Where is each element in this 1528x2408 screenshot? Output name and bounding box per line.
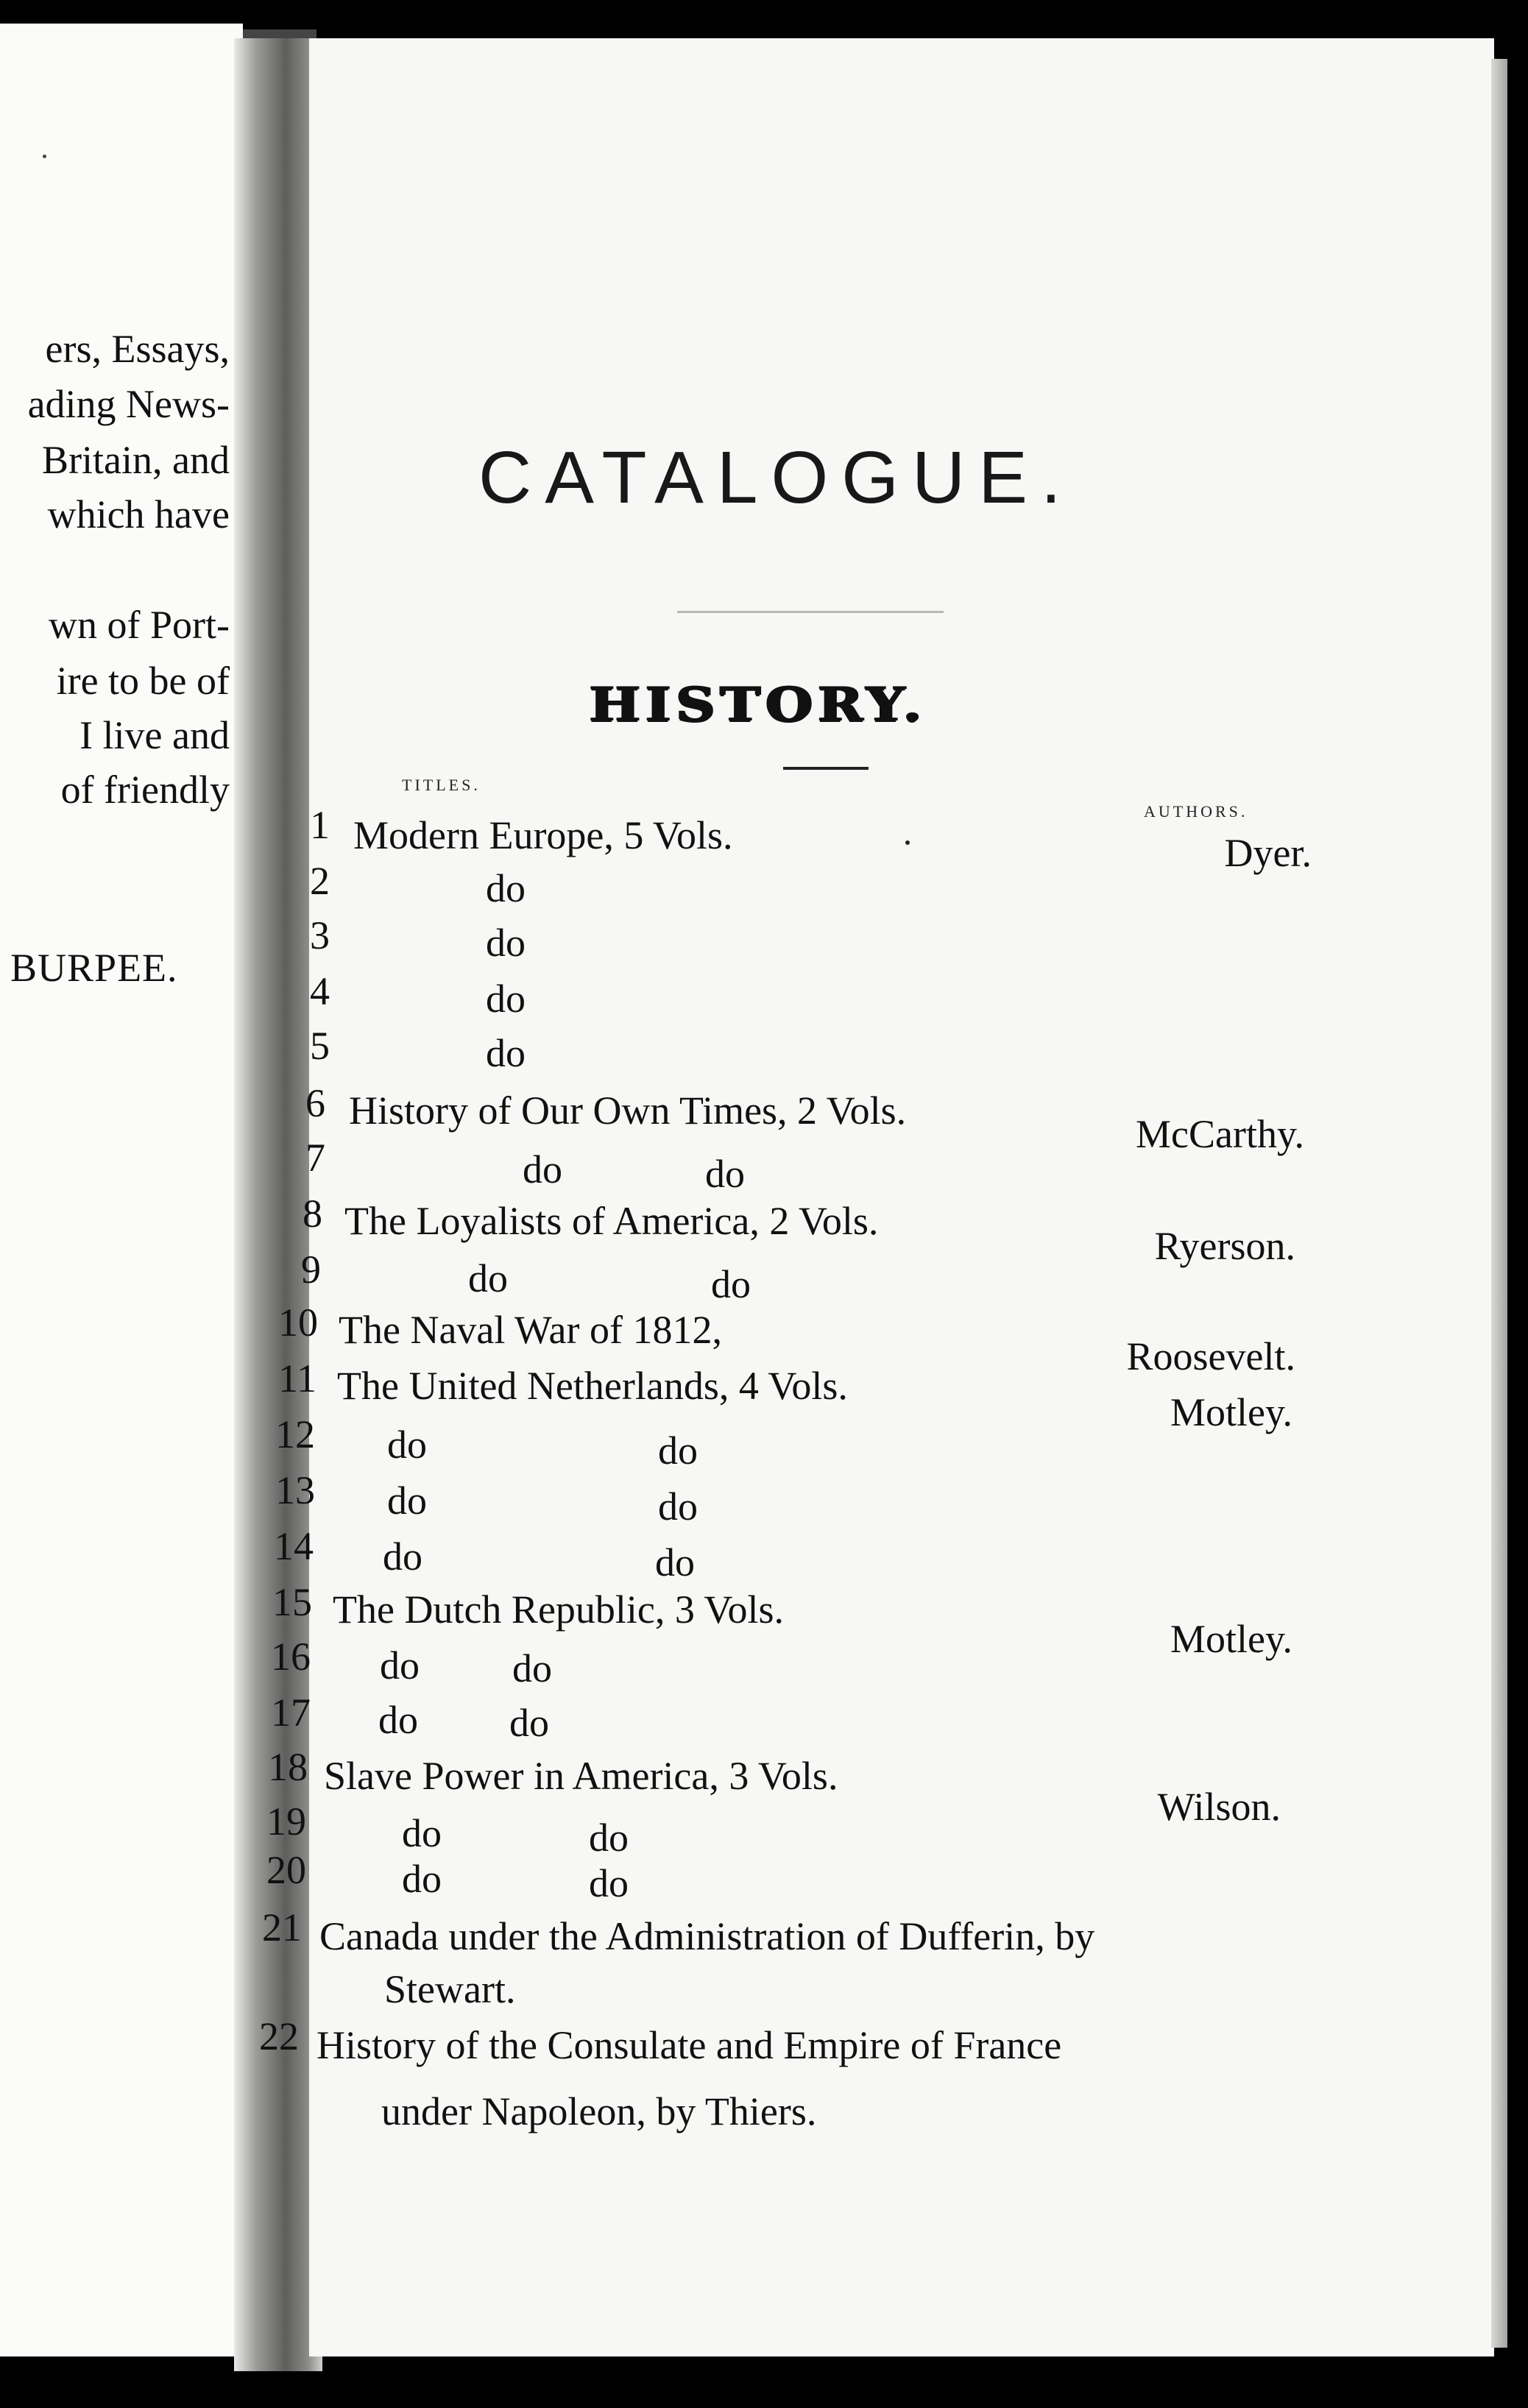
stray-dot [905, 840, 910, 845]
entry-title: Slave Power in America, 3 Vols. [324, 1754, 838, 1798]
entry-number: 9 [301, 1247, 321, 1292]
left-text-line: wn of Port- [49, 603, 230, 647]
entry-title: History of Our Own Times, 2 Vols. [349, 1088, 907, 1133]
entry-title-continued: Stewart. [384, 1967, 516, 2011]
entry-author: McCarthy. [1136, 1112, 1304, 1156]
entry-title-continued: under Napoleon, by Thiers. [381, 2089, 817, 2133]
ditto-mark: do [655, 1540, 695, 1584]
ditto-mark: do [486, 1031, 526, 1075]
ditto-mark: do [486, 977, 526, 1021]
entry-author: Motley. [1170, 1617, 1292, 1661]
left-signature: BURPEE. [10, 946, 178, 990]
entry-number: 10 [278, 1300, 318, 1345]
previous-page [0, 24, 243, 2356]
entry-author: Roosevelt. [1126, 1334, 1295, 1378]
ditto-mark: do [486, 921, 526, 965]
ditto-mark: do [402, 1811, 442, 1855]
ditto-mark: do [468, 1256, 508, 1300]
page-edge [1491, 59, 1507, 2348]
ditto-mark: do [711, 1262, 751, 1306]
entry-number: 7 [305, 1136, 325, 1180]
entry-number: 21 [262, 1905, 302, 1950]
ink-speck [43, 155, 46, 158]
entry-number: 15 [272, 1580, 312, 1624]
ditto-mark: do [509, 1701, 549, 1745]
entry-author: Wilson. [1157, 1785, 1281, 1829]
page-title: CATALOGUE. [478, 436, 1075, 519]
ditto-mark: do [383, 1534, 422, 1579]
ditto-mark: do [523, 1147, 562, 1191]
entry-author: Motley. [1170, 1390, 1292, 1434]
entry-number: 17 [271, 1690, 311, 1735]
entry-number: 8 [303, 1191, 322, 1236]
entry-title: The Naval War of 1812, [339, 1308, 722, 1352]
ditto-mark: do [658, 1428, 698, 1473]
left-text-line: which have [47, 492, 230, 537]
entry-number: 18 [268, 1745, 308, 1789]
column-header-authors: AUTHORS. [1144, 802, 1248, 821]
entry-number: 6 [305, 1081, 325, 1125]
left-text-line: I live and [79, 713, 230, 757]
entry-number: 3 [310, 913, 330, 957]
entry-author: Ryerson. [1154, 1224, 1295, 1268]
entry-number: 12 [275, 1412, 315, 1456]
entry-number: 13 [275, 1468, 315, 1512]
left-text-line: ading News- [27, 382, 230, 426]
divider-rule [677, 611, 944, 613]
left-text-line: of friendly [60, 768, 230, 812]
entry-title: The United Netherlands, 4 Vols. [337, 1364, 848, 1408]
entry-number: 16 [271, 1635, 311, 1679]
entry-title: The Loyalists of America, 2 Vols. [344, 1199, 879, 1243]
ditto-mark: do [387, 1423, 427, 1467]
heading-underline [783, 767, 869, 770]
ditto-mark: do [387, 1479, 427, 1523]
entry-number: 2 [310, 859, 330, 903]
entry-title: Modern Europe, 5 Vols. [353, 813, 733, 857]
left-text-line: ire to be of [56, 659, 230, 703]
ditto-mark: do [378, 1698, 418, 1742]
entry-number: 22 [259, 2014, 299, 2058]
entry-number: 5 [310, 1024, 330, 1068]
ditto-mark: do [589, 1861, 629, 1905]
ditto-mark: do [380, 1643, 420, 1688]
entry-title: History of the Consulate and Empire of France [316, 2023, 1062, 2067]
entry-number: 4 [310, 969, 330, 1013]
entry-number: 19 [266, 1799, 306, 1844]
entry-number: 20 [266, 1848, 306, 1892]
column-header-titles: TITLES. [402, 776, 481, 794]
entry-author: Dyer. [1224, 831, 1312, 875]
left-text-line: Britain, and [42, 438, 230, 482]
ditto-mark: do [486, 866, 526, 910]
ditto-mark: do [402, 1857, 442, 1901]
ditto-mark: do [658, 1484, 698, 1529]
entry-title: Canada under the Administration of Dufferin, by [319, 1914, 1095, 1958]
ditto-mark: do [589, 1816, 629, 1860]
entry-title: The Dutch Republic, 3 Vols. [333, 1587, 784, 1632]
left-text-line: ers, Essays, [45, 327, 230, 371]
ditto-mark: do [512, 1646, 552, 1690]
entry-number: 14 [274, 1524, 314, 1568]
section-heading: HISTORY. [589, 677, 927, 732]
entry-number: 1 [310, 803, 330, 847]
ditto-mark: do [705, 1152, 745, 1196]
entry-number: 11 [278, 1356, 316, 1400]
